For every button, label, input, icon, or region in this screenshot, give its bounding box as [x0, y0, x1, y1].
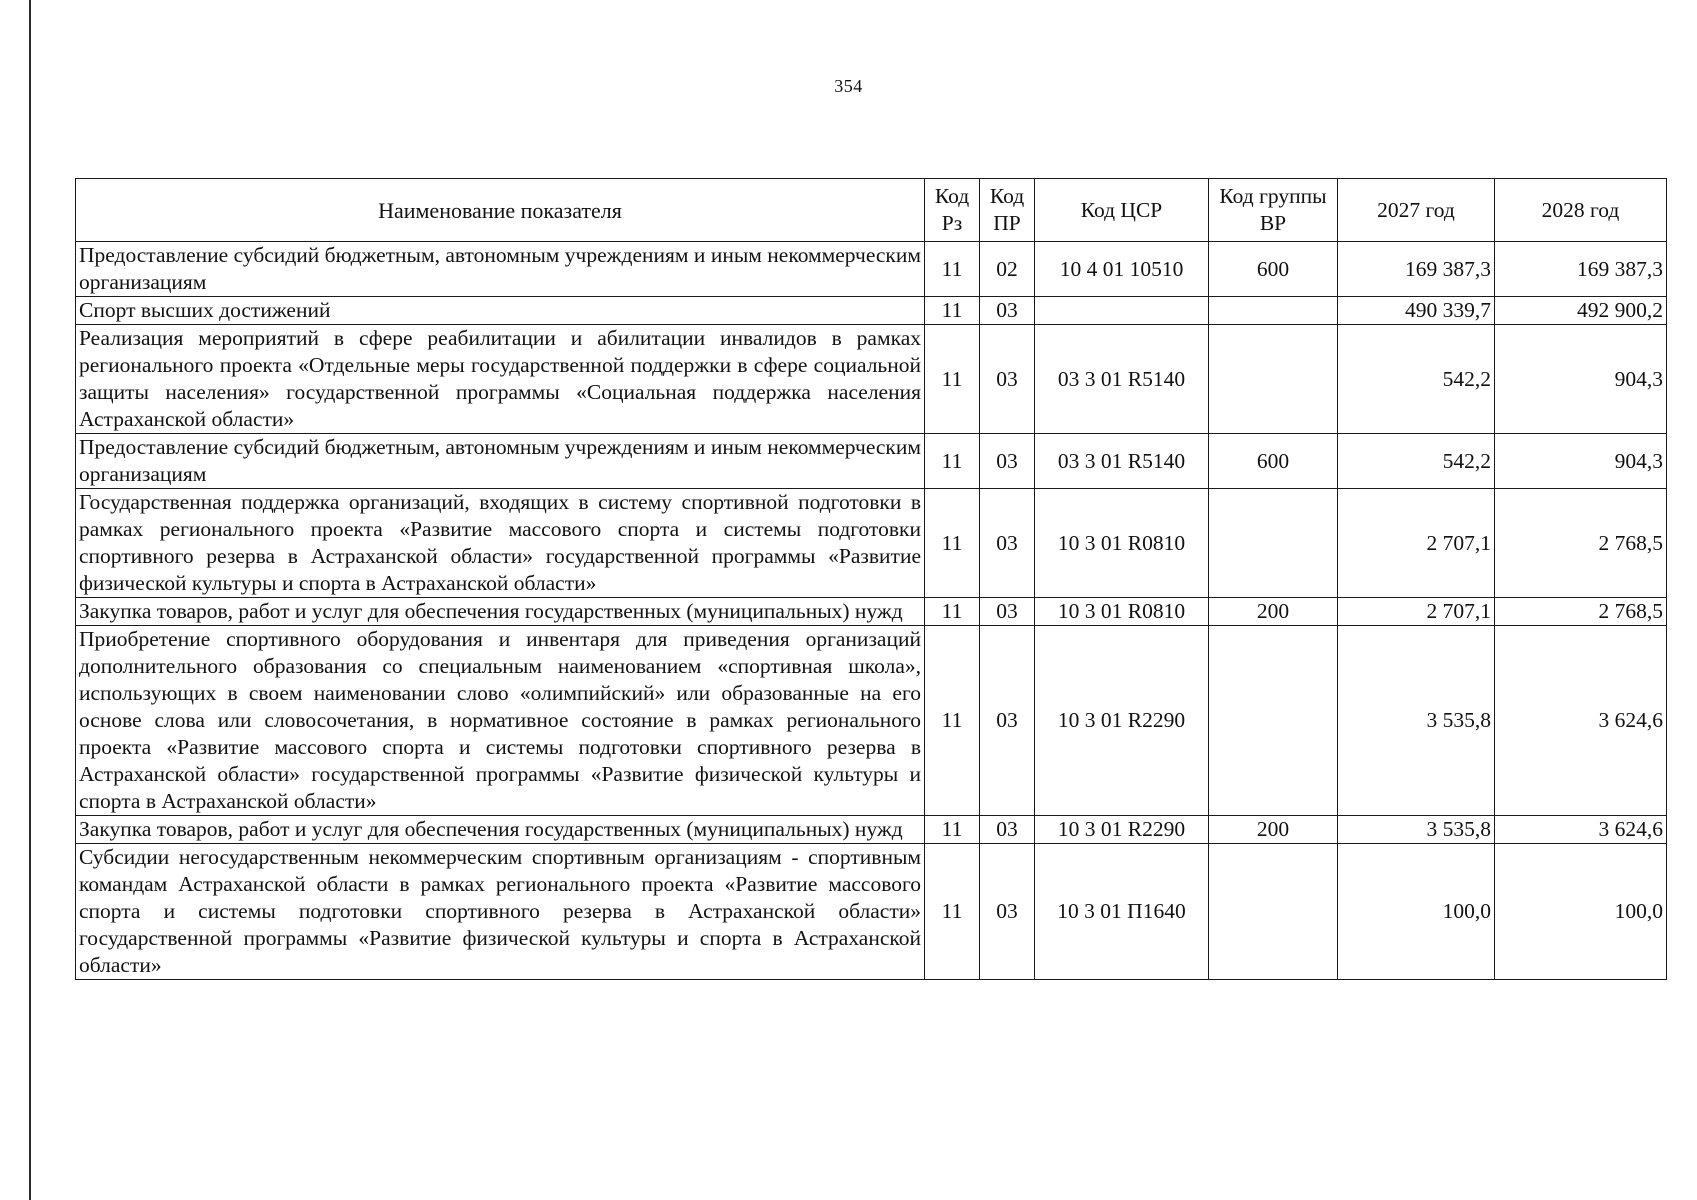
row-2027: 490 339,7: [1338, 297, 1495, 325]
scan-edge-line: [29, 0, 31, 1200]
row-name: Государственная поддержка организаций, входящих в систему спортивной подготовки в рамках регионального проекта «Развитие массового спорта и системы подготовки спортивного резерва в Астраханской области» государственной программы «Развитие физической культуры и спорта в Астраханской области»: [76, 489, 925, 598]
row-2028: 492 900,2: [1495, 297, 1667, 325]
row-pr: 03: [980, 325, 1035, 434]
header-vr: Код группы ВР: [1209, 179, 1338, 242]
table-row: [76, 325, 1667, 434]
row-vr: [1209, 489, 1338, 598]
table-row: [76, 598, 1667, 626]
row-csr: 10 3 01 R0810: [1035, 489, 1209, 598]
row-2028: 169 387,3: [1495, 242, 1667, 297]
row-csr: 10 4 01 10510: [1035, 242, 1209, 297]
row-rz: 11: [925, 626, 980, 816]
table-row: [76, 489, 1667, 598]
row-csr: 10 3 01 П1640: [1035, 844, 1209, 980]
row-vr: 200: [1209, 598, 1338, 626]
row-2027: 2 707,1: [1338, 598, 1495, 626]
row-rz: 11: [925, 325, 980, 434]
row-vr: 600: [1209, 434, 1338, 489]
row-name: Закупка товаров, работ и услуг для обеспечения государственных (муниципальных) нужд: [76, 598, 925, 626]
row-rz: 11: [925, 844, 980, 980]
row-rz: 11: [925, 434, 980, 489]
row-2027: 542,2: [1338, 325, 1495, 434]
row-rz: 11: [925, 816, 980, 844]
row-name: Предоставление субсидий бюджетным, автономным учреждениям и иным некоммерческим организациям: [76, 434, 925, 489]
row-csr: [1035, 297, 1209, 325]
row-csr: 03 3 01 R5140: [1035, 325, 1209, 434]
row-rz: 11: [925, 489, 980, 598]
row-vr: [1209, 626, 1338, 816]
row-vr: [1209, 297, 1338, 325]
header-pr: Код ПР: [980, 179, 1035, 242]
row-rz: 11: [925, 242, 980, 297]
row-vr: 200: [1209, 816, 1338, 844]
row-pr: 03: [980, 844, 1035, 980]
row-name: Субсидии негосударственным некоммерческим спортивным организациям - спортивным командам Астраханской области в рамках регионального проекта «Развитие массового спорта и системы подготовки спортивного резерва в Астраханской области» государственной программы «Развитие физической культуры и спорта в Астраханской области»: [76, 844, 925, 980]
row-2028: 3 624,6: [1495, 626, 1667, 816]
row-pr: 03: [980, 816, 1035, 844]
row-name: Предоставление субсидий бюджетным, автономным учреждениям и иным некоммерческим организациям: [76, 242, 925, 297]
row-2028: 904,3: [1495, 434, 1667, 489]
table-header-row: [76, 179, 1667, 242]
table-row: [76, 297, 1667, 325]
header-name: Наименование показателя: [76, 179, 925, 242]
row-rz: 11: [925, 598, 980, 626]
row-pr: 02: [980, 242, 1035, 297]
row-name: Закупка товаров, работ и услуг для обеспечения государственных (муниципальных) нужд: [76, 816, 925, 844]
row-name: Приобретение спортивного оборудования и инвентаря для приведения организаций дополнительного образования со специальным наименованием «спортивная школа», использующих в своем наименовании слово «олимпийский» или образованные на его основе слова или словосочетания, в нормативное состояние в рамках регионального проекта «Развитие массового спорта и системы подготовки спортивного резерва в Астраханской области» государственной программы «Развитие физической культуры и спорта в Астраханской области»: [76, 626, 925, 816]
row-csr: 10 3 01 R2290: [1035, 626, 1209, 816]
table-row: [76, 844, 1667, 980]
header-csr: Код ЦСР: [1035, 179, 1209, 242]
row-csr: 03 3 01 R5140: [1035, 434, 1209, 489]
row-csr: 10 3 01 R2290: [1035, 816, 1209, 844]
row-vr: [1209, 325, 1338, 434]
row-pr: 03: [980, 489, 1035, 598]
row-csr: 10 3 01 R0810: [1035, 598, 1209, 626]
table-row: [76, 626, 1667, 816]
row-vr: 600: [1209, 242, 1338, 297]
header-2028: 2028 год: [1495, 179, 1667, 242]
row-2027: 3 535,8: [1338, 626, 1495, 816]
row-pr: 03: [980, 434, 1035, 489]
row-2027: 3 535,8: [1338, 816, 1495, 844]
row-2028: 3 624,6: [1495, 816, 1667, 844]
budget-table: [75, 178, 1667, 980]
row-2028: 2 768,5: [1495, 598, 1667, 626]
row-2028: 2 768,5: [1495, 489, 1667, 598]
row-name: Спорт высших достижений: [76, 297, 925, 325]
header-2027: 2027 год: [1338, 179, 1495, 242]
row-vr: [1209, 844, 1338, 980]
row-2027: 100,0: [1338, 844, 1495, 980]
row-2028: 100,0: [1495, 844, 1667, 980]
page-number: 354: [834, 76, 863, 96]
row-2028: 904,3: [1495, 325, 1667, 434]
row-pr: 03: [980, 297, 1035, 325]
row-2027: 2 707,1: [1338, 489, 1495, 598]
row-pr: 03: [980, 626, 1035, 816]
row-pr: 03: [980, 598, 1035, 626]
header-rz: Код Рз: [925, 179, 980, 242]
table-row: [76, 816, 1667, 844]
row-rz: 11: [925, 297, 980, 325]
table-row: [76, 242, 1667, 297]
row-name: Реализация мероприятий в сфере реабилитации и абилитации инвалидов в рамках регионального проекта «Отдельные меры государственной поддержки в сфере социальной защиты населения» государственной программы «Социальная поддержка населения Астраханской области»: [76, 325, 925, 434]
row-2027: 169 387,3: [1338, 242, 1495, 297]
row-2027: 542,2: [1338, 434, 1495, 489]
table-row: [76, 434, 1667, 489]
